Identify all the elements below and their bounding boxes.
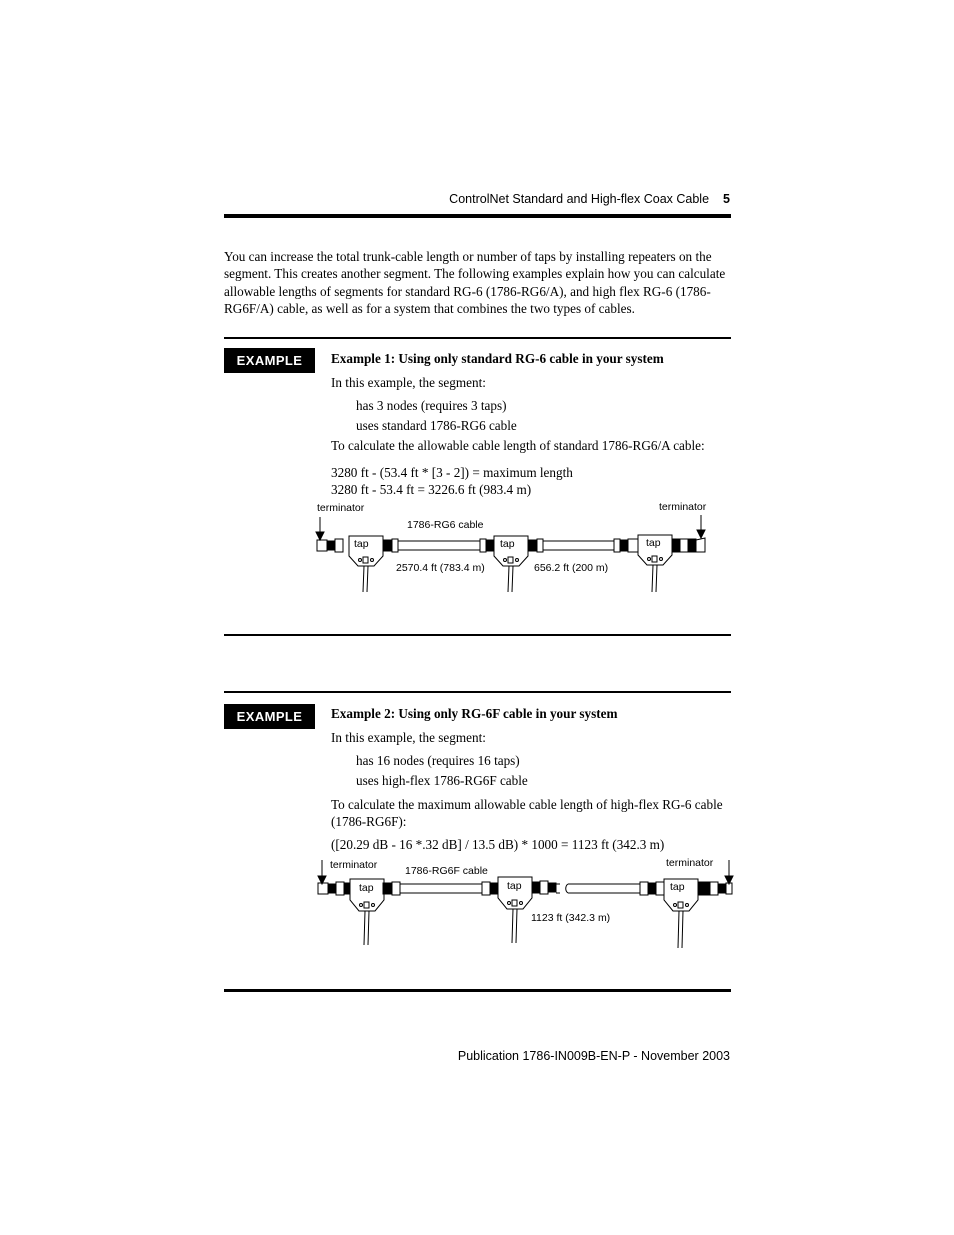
- example2-bullet-2: uses high-flex 1786-RG6F cable: [356, 773, 528, 788]
- example1-calc-intro: To calculate the allowable cable length of standard 1786-RG6/A cable:: [331, 438, 705, 453]
- example1-lead: In this example, the segment:: [331, 375, 486, 390]
- example2-bottom-rule: [224, 989, 731, 992]
- tap-label-2-2: tap: [507, 880, 522, 892]
- cable-label-2: 1786-RG6F cable: [405, 865, 488, 877]
- example2-calc-intro: To calculate the maximum allowable cable length of high-flex RG-6 cable (1786-RG6F):: [331, 797, 723, 829]
- example2-title: Example 2: Using only RG-6F cable in your system: [331, 706, 618, 721]
- terminator-label-left-2: terminator: [330, 859, 378, 871]
- page-number: 5: [723, 192, 730, 206]
- running-title: ControlNet Standard and High-flex Coax Cable: [449, 192, 710, 206]
- example1-formula-2: 3280 ft - 53.4 ft = 3226.6 ft (983.4 m): [331, 482, 532, 497]
- segment-length-1: 2570.4 ft (783.4 m): [396, 562, 485, 574]
- example1-title: Example 1: Using only standard RG-6 cable in your system: [331, 351, 664, 366]
- publication-footer: Publication 1786-IN009B-EN-P - November 2003: [457, 1049, 730, 1063]
- terminator-label-right: terminator: [659, 501, 707, 513]
- example2-bullet-1: has 16 nodes (requires 16 taps): [356, 753, 520, 768]
- intro-paragraph: You can increase the total trunk-cable length or number of taps by installing repeaters on the segment. This creates another segment. The following examples explain how you can calculate allowable lengths of segments for standard RG-6 (1786-RG6/A), and high flex RG-6 (1786-RG6F/A) cable, as well as for a system that combines the two types of cables.: [224, 249, 726, 316]
- example2-badge: EXAMPLE: [224, 704, 315, 729]
- tap-label-2-1: tap: [359, 882, 374, 894]
- example2-formula-1: ([20.29 dB - 16 *.32 dB] / 13.5 dB) * 1000 = 1123 ft (342.3 m): [331, 837, 665, 852]
- example1-badge: EXAMPLE: [224, 348, 315, 373]
- example2-lead: In this example, the segment:: [331, 730, 486, 745]
- tap-label-1: tap: [354, 538, 369, 550]
- segment-length-2: 656.2 ft (200 m): [534, 562, 609, 574]
- example1-formula-1: 3280 ft - (53.4 ft * [3 - 2]) = maximum length: [331, 465, 573, 480]
- example1-bullet-1: has 3 nodes (requires 3 taps): [356, 398, 507, 413]
- tap-label-2: tap: [500, 538, 515, 550]
- tap-label-2-3: tap: [670, 881, 685, 893]
- terminator-label-right-2: terminator: [666, 857, 714, 869]
- tap-label-3: tap: [646, 537, 661, 549]
- terminator-label-left: terminator: [317, 502, 365, 514]
- cable-label: 1786-RG6 cable: [407, 519, 484, 531]
- example1-bullet-2: uses standard 1786-RG6 cable: [356, 418, 517, 433]
- segment-length-2-1: 1123 ft (342.3 m): [531, 912, 611, 924]
